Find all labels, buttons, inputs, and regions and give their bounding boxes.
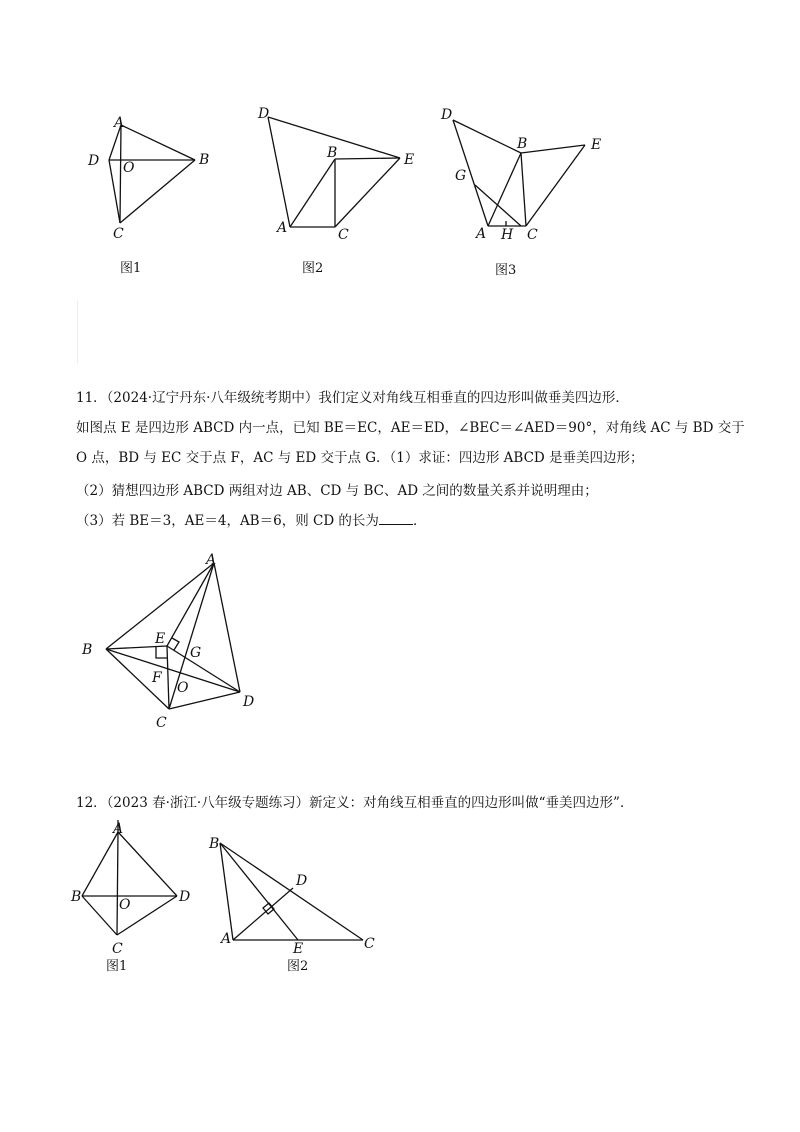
seg-DA [268, 117, 290, 227]
label-B: B [209, 836, 220, 852]
q11-line1: 11．（2024·辽宁丹东·八年级统考期中）我们定义对角线互相垂直的四边形叫做垂美四边形． [76, 390, 629, 406]
label-O: O [119, 897, 131, 913]
seg-EC [167, 646, 169, 709]
q11-line3: O 点，BD 与 EC 交于点 F，AC 与 ED 交于点 G．（1）求证：四边形 ABCD 是垂美四边形； [76, 450, 644, 466]
right-angle-E2 [172, 638, 179, 650]
label-D: D [441, 107, 453, 123]
diag-AC [169, 563, 214, 709]
label-D: D [243, 694, 255, 710]
label-D: D [296, 873, 308, 889]
label-B: B [517, 136, 528, 152]
label-A: A [221, 931, 232, 947]
caption-fig2: 图2 [302, 261, 324, 276]
caption-fig3: 图3 [495, 263, 517, 278]
label-B: B [199, 152, 210, 168]
label-A: A [114, 115, 125, 131]
seg-AB [290, 159, 335, 227]
seg-BC [82, 896, 117, 935]
answer-blank[interactable] [379, 512, 413, 525]
q11-figure [80, 548, 270, 738]
q11-line5-text: （3）若 BE＝3，AE＝4，AB＝6，则 CD 的长为 [76, 513, 379, 529]
seg-DC [109, 160, 120, 223]
top-figure-3 [435, 100, 615, 285]
seg-BE [335, 158, 400, 159]
label-C: C [364, 936, 375, 952]
seg-AB [82, 832, 118, 896]
label-A: A [277, 220, 288, 236]
label-D: D [258, 106, 270, 122]
right-angle-E1 [156, 647, 167, 658]
q12-line1: 12．（2023 春·浙江·八年级专题练习）新定义：对角线互相垂直的四边形叫做“垂美四边形”． [76, 795, 634, 811]
label-C: C [338, 227, 349, 243]
seg-AD [214, 563, 240, 692]
diag-AC [120, 125, 121, 223]
label-O: O [123, 160, 135, 176]
label-A: A [113, 821, 124, 837]
label-G: G [190, 645, 202, 661]
label-F: F [152, 670, 162, 686]
label-C: C [113, 226, 124, 242]
label-G: G [455, 168, 467, 184]
q11-line5-end: ． [412, 513, 427, 529]
label-C: C [112, 941, 123, 957]
caption-q12-fig1: 图1 [106, 959, 128, 974]
label-B: B [71, 889, 82, 905]
label-D: D [88, 153, 100, 169]
label-B: B [82, 642, 93, 658]
margin-rule [77, 300, 78, 364]
caption-q12-fig2: 图2 [287, 959, 309, 974]
label-C: C [156, 715, 167, 731]
seg-AB [488, 153, 521, 226]
seg-BC [220, 843, 363, 940]
label-C: C [527, 227, 538, 243]
top-figure-1 [80, 105, 220, 285]
top-figure-2 [250, 100, 430, 285]
seg-CE [335, 158, 400, 227]
q12-figure-1 [70, 820, 200, 980]
diag-BD [106, 649, 240, 692]
label-E: E [293, 941, 304, 957]
seg-AB [121, 125, 195, 160]
seg-BE [521, 145, 585, 153]
label-B: B [327, 145, 338, 161]
q11-line4: （2）猜想四边形 ABCD 两组对边 AB、CD 与 BC、AD 之间的数量关系并说明理由； [76, 483, 598, 499]
caption-fig1: 图1 [120, 261, 142, 276]
label-A: A [476, 226, 487, 242]
seg-CE [526, 145, 585, 226]
seg-EA [167, 563, 214, 646]
label-E: E [591, 137, 602, 153]
seg-AD [118, 832, 177, 896]
label-D: D [179, 889, 191, 905]
q11-line5 [76, 511, 426, 531]
label-E: E [155, 631, 166, 647]
q12-figure-2 [205, 830, 390, 980]
label-E: E [404, 152, 415, 168]
label-A: A [206, 552, 217, 568]
q11-line2: 如图点 E 是四边形 ABCD 内一点，已知 BE＝EC，AE＝ED，∠BEC＝∠AED＝90°，对角线 AC 与 BD 交于 [76, 420, 745, 436]
diag-AC [117, 832, 118, 935]
seg-DB [453, 120, 521, 153]
label-O: O [177, 680, 189, 696]
seg-BC [521, 153, 526, 226]
label-H: H [501, 227, 514, 243]
